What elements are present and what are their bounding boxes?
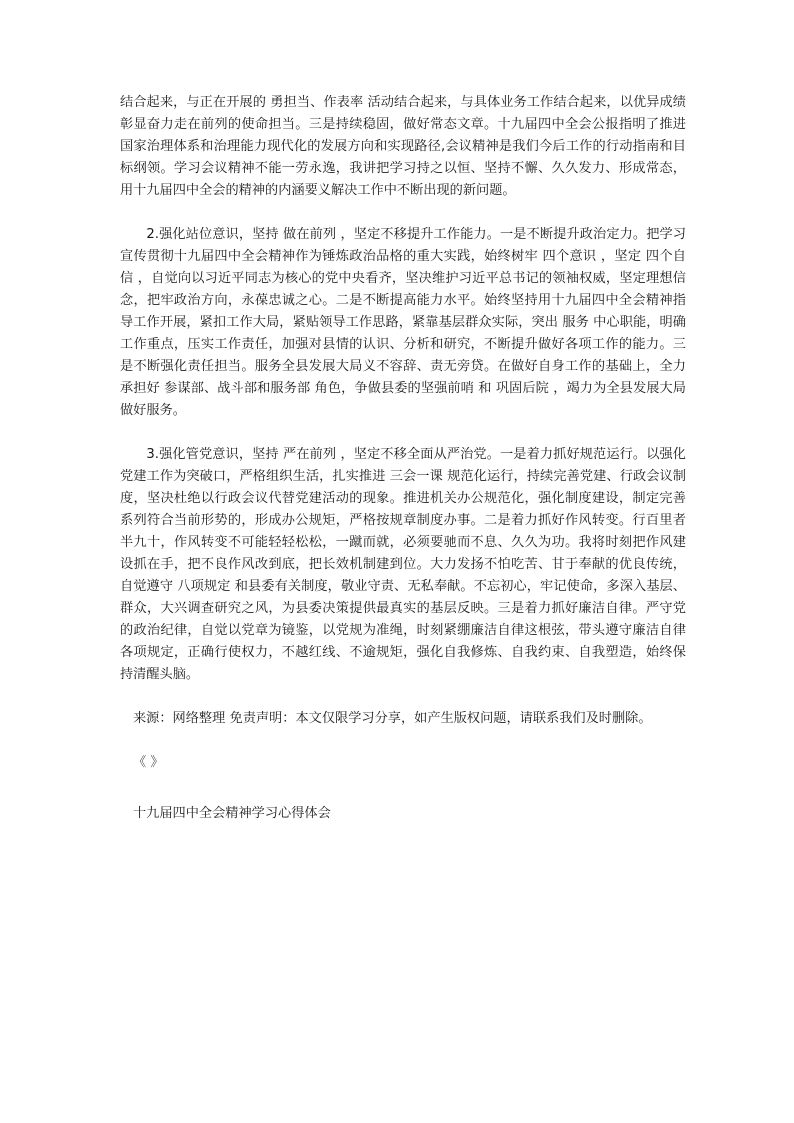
paragraph-gap: [120, 202, 686, 224]
prev-next-link[interactable]: 《 》: [133, 755, 164, 770]
source-disclaimer: 来源：网络整理 免责声明：本文仅限学习分享，如产生版权问题，请联系我们及时删除。: [133, 711, 652, 726]
paragraph-1: 结合起来，与正在开展的 勇担当、作表率 活动结合起来，与具体业务工作结合起来，以优异成绩彰显奋力走在前列的使命担当。三是持续稳固，做好常态文章。十九届四中全会公报指明了推进国家治理体系和治理能力现代化的发展方向和实现路径,会议精神是我们今后工作的行动指南和目标纲领。学习会议精神不能一劳永逸，我讲把学习持之以恒、坚持不懈、久久发力、形成常态，用十九届四中全会的精神的内涵要义解决工作中不断出现的新问题。: [120, 95, 686, 198]
paragraph-3: 3.强化管党意识，坚持 严在前列 ，坚定不移全面从严治党。一是着力抓好规范运行。以强化党建工作为突破口，严格组织生活，扎实推进 三会一课 规范化运行，持续完善党建、行政会议制度，坚决杜绝以行政会议代替党建活动的现象。推进机关办公规范化，强化制度建设，制定完善系列符合当前形势的，形成办公规矩，严格按规章制度办事。二是着力抓好作风转变。行百里者半九十，作风转变不可能轻轻松松，一蹴而就，必须要驰而不息、久久为功。我将时刻把作风建设抓在手，把不良作风改到底，把长效机制建到位。大力发扬不怕吃苦、甘于奉献的优良传统，自觉遵守 八项规定 和县委有关制度，敬业守责、无私奉献。不忘初心，牢记使命，多深入基层、群众，大兴调查研究之风，为县委决策提供最真实的基层反映。三是着力抓好廉洁自律。严守党的政治纪律，自觉以党章为镜鉴，以党规为准绳，时刻紧绷廉洁自律这根弦，带头遵守廉洁自律各项规定，正确行使权力，不越红线、不逾规矩，强化自我修炼、自我约束、自我塑造，始终保持清醒头脑。: [120, 447, 686, 682]
paragraph-2: 2.强化站位意识，坚持 做在前列 ，坚定不移提升工作能力。一是不断提升政治定力。把学习宣传贯彻十九届四中全会精神作为锤炼政治品格的重大实践，始终树牢 四个意识 ，坚定 四个自信 ，自觉向以习近平同志为核心的党中央看齐，坚决维护习近平总书记的领袖权威，坚定理想信念，把牢政治方向，永葆忠诚之心。二是不断提高能力水平。始终坚持用十九届四中全会精神指导工作开展，紧扣工作大局，紧贴领导工作思路，紧靠基层群众实际，突出 服务 中心职能，明确工作重点，压实工作责任，加强对县情的认识、分析和研究，不断提升做好各项工作的能力。三是不断强化责任担当。服务全县发展大局义不容辞、责无旁贷。在做好自身工作的基础上，全力承担好 参谋部、战斗部和服务部 角色，争做县委的坚强前哨 和 巩固后院 ，竭力为全县发展大局做好服务。: [120, 227, 686, 418]
paragraph-gap: [120, 730, 686, 752]
paragraph-gap: [120, 422, 686, 444]
document-body: [120, 92, 686, 774]
paragraph-gap: [120, 686, 686, 708]
related-article-title[interactable]: 十九届四中全会精神学习心得体会: [133, 806, 331, 821]
